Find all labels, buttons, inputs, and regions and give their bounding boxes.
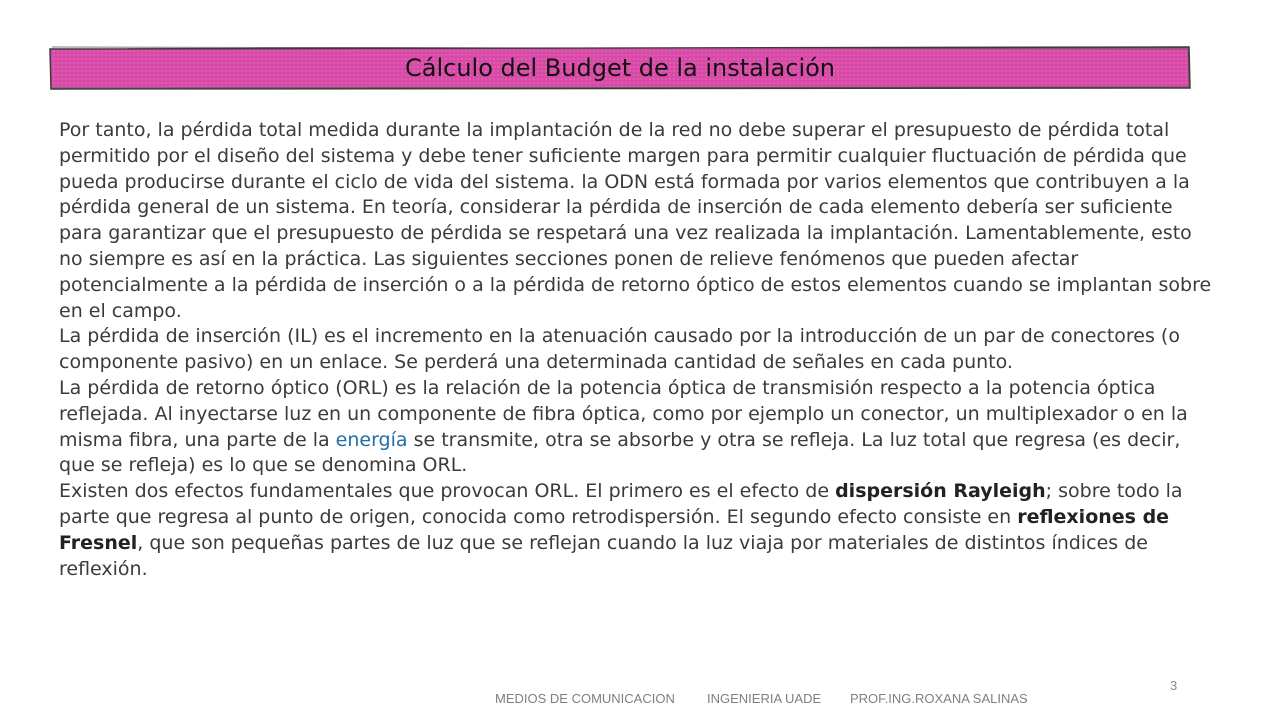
footer-professor: PROF.ING.ROXANA SALINAS (850, 691, 1028, 706)
effects-text-a: Existen dos efectos fundamentales que provocan ORL. El primero es el efecto de (59, 480, 836, 503)
slide-title: Cálculo del Budget de la instalación (404, 54, 836, 82)
fresnel-term: reflexiones de Fresnel (59, 505, 1170, 554)
paragraph-orl-effects (59, 479, 1219, 582)
orl-text-start: La pérdida de retorno óptico (ORL) es la relación de la potencia óptica de transmisión respecto a la potencia óptica reflejada. Al inyectarse luz en un componente de fibra óptica, como por ejemplo un conector, un multiplexador o en la misma fibra, una parte de la (59, 376, 1188, 451)
slide-body (59, 118, 1219, 582)
footer-institution: INGENIERIA UADE (707, 691, 822, 706)
footer-course: MEDIOS DE COMUNICACION (495, 691, 675, 706)
orl-text-end: se transmite, otra se absorbe y otra se refleja. La luz total que regresa (es decir, que se refleja) es lo que se denomina ORL. (59, 428, 1181, 477)
effects-text-c: , que son pequeñas partes de luz que se reflejan cuando la luz viaja por materiales de distintos índices de reflexión. (59, 531, 1148, 580)
paragraph-return-loss (59, 376, 1219, 479)
paragraph-budget: Por tanto, la pérdida total medida durante la implantación de la red no debe superar el presupuesto de pérdida total permitido por el diseño del sistema y debe tener suficiente margen para permitir cualquier fluctuación de pérdida que pueda producirse durante el ciclo de vida del sistema. la ODN está formada por varios elementos que contribuyen a la pérdida general de un sistema. En teoría, considerar la pérdida de inserción de cada elemento debería ser suficiente para garantizar que el presupuesto de pérdida se respetará una vez realizada la implantación. Lamentablemente, esto no siempre es así en la práctica. Las siguientes secciones ponen de relieve fenómenos que pueden afectar potencialmente a la pérdida de inserción o a la pérdida de retorno óptico de estos elementos cuando se implantan sobre en el campo. (59, 119, 1212, 322)
effects-text-b: ; sobre todo la parte que regresa al punto de origen, conocida como retrodispersión. El segundo efecto consiste en (59, 480, 1183, 528)
page-number: 3 (1170, 678, 1178, 693)
paragraph-insertion-loss: La pérdida de inserción (IL) es el incremento en la atenuación causado por la introducción de un par de conectores (o componente pasivo) en un enlace. Se perderá una determinada cantidad de señales en cada punto. (59, 325, 1180, 374)
title-banner (49, 46, 1191, 90)
rayleigh-term: dispersión Rayleigh (835, 480, 1046, 503)
energy-link[interactable]: energía (335, 428, 408, 451)
